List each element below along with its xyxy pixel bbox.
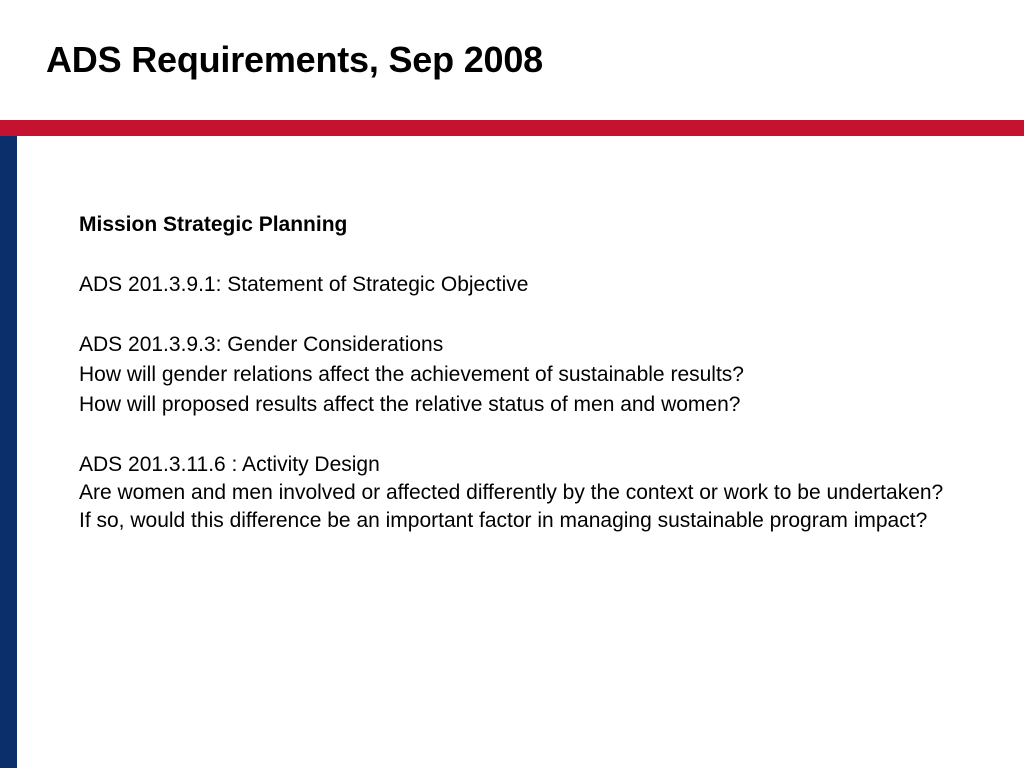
section-title: ADS 201.3.9.1: Statement of Strategic Objective (79, 273, 529, 296)
question-item: How will proposed results affect the relative status of men and women? (79, 393, 741, 416)
question-item: If so, would this difference be an important factor in managing sustainable program impact? (79, 509, 928, 532)
section-heading: Mission Strategic Planning (79, 213, 348, 236)
section-title: ADS 201.3.9.3: Gender Considerations (79, 333, 444, 356)
section-gender-considerations (79, 330, 949, 420)
slide-body (79, 210, 949, 563)
title-underline-bar (0, 120, 1024, 136)
section-title: ADS 201.3.11.6 : Activity Design (79, 453, 380, 476)
section-activity-design (79, 450, 949, 533)
heading-section (79, 210, 949, 240)
left-accent-bar (0, 136, 17, 768)
question-item: Are women and men involved or affected differently by the context or work to be undertaken? (79, 481, 944, 504)
slide-title: ADS Requirements, Sep 2008 (46, 39, 543, 80)
question-item: How will gender relations affect the achievement of sustainable results? (79, 363, 744, 386)
section-strategic-objective (79, 270, 949, 300)
